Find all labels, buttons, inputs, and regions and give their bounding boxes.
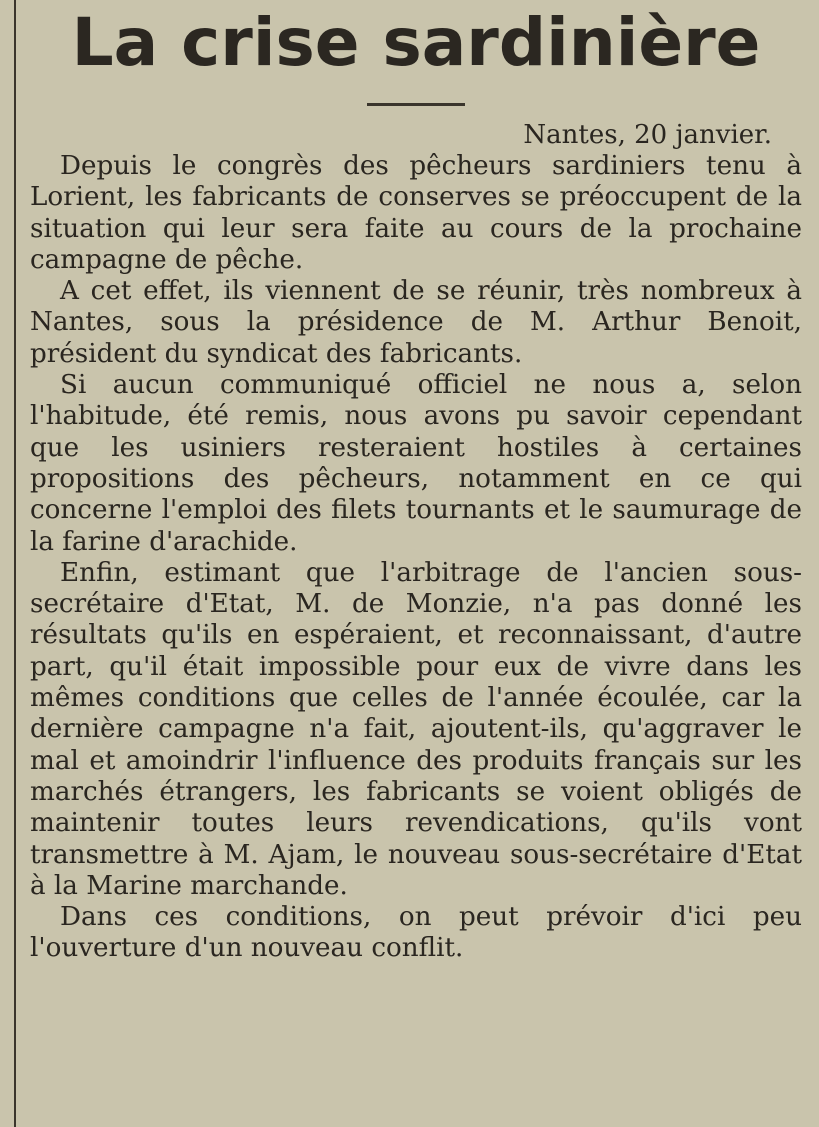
paragraph: Depuis le congrès des pêcheurs sardiniers tenu à Lorient, les fabricants de conserves se préoccupent de la situation qui leur sera faite au cours de la prochaine campagne de pêche. [30,151,802,275]
paragraph: Dans ces conditions, on peut prévoir d'ici peu l'ouverture d'un nouveau conflit. [30,902,802,964]
paragraph: Si aucun communiqué officiel ne nous a, selon l'habitude, été remis, nous avons pu savoir cependant que les usiniers resteraient hostiles à certaines propositions des pêcheurs, notamment en ce qui concerne l'emploi des filets tournants et le saumurage de la farine d'arachide. [30,370,802,557]
headline: La crise sardinière [71,4,761,81]
title-rule [367,103,465,106]
column-divider [14,0,16,1127]
paragraph: A cet effet, ils viennent de se réunir, très nombreux à Nantes, sous la présidence de M. Arthur Benoit, président du syndicat des fabricants. [30,276,802,369]
article-body [30,151,802,965]
paragraph: Enfin, estimant que l'arbitrage de l'ancien sous-secrétaire d'Etat, M. de Monzie, n'a pas donné les résultats qu'ils en espéraient, et reconnaissant, d'autre part, qu'il était impossible pour eux de vivre dans les mêmes conditions que celles de l'année écoulée, car la dernière campagne n'a fait, ajoutent-ils, qu'aggraver le mal et amoindrir l'influence des produits français sur les marchés étrangers, les fabricants se voient obligés de maintenir toutes leurs revendications, qu'ils vont transmettre à M. Ajam, le nouveau sous-secrétaire d'Etat à la Marine marchande. [30,557,802,901]
article [30,0,802,1127]
dateline: Nantes, 20 janvier. [523,120,772,150]
